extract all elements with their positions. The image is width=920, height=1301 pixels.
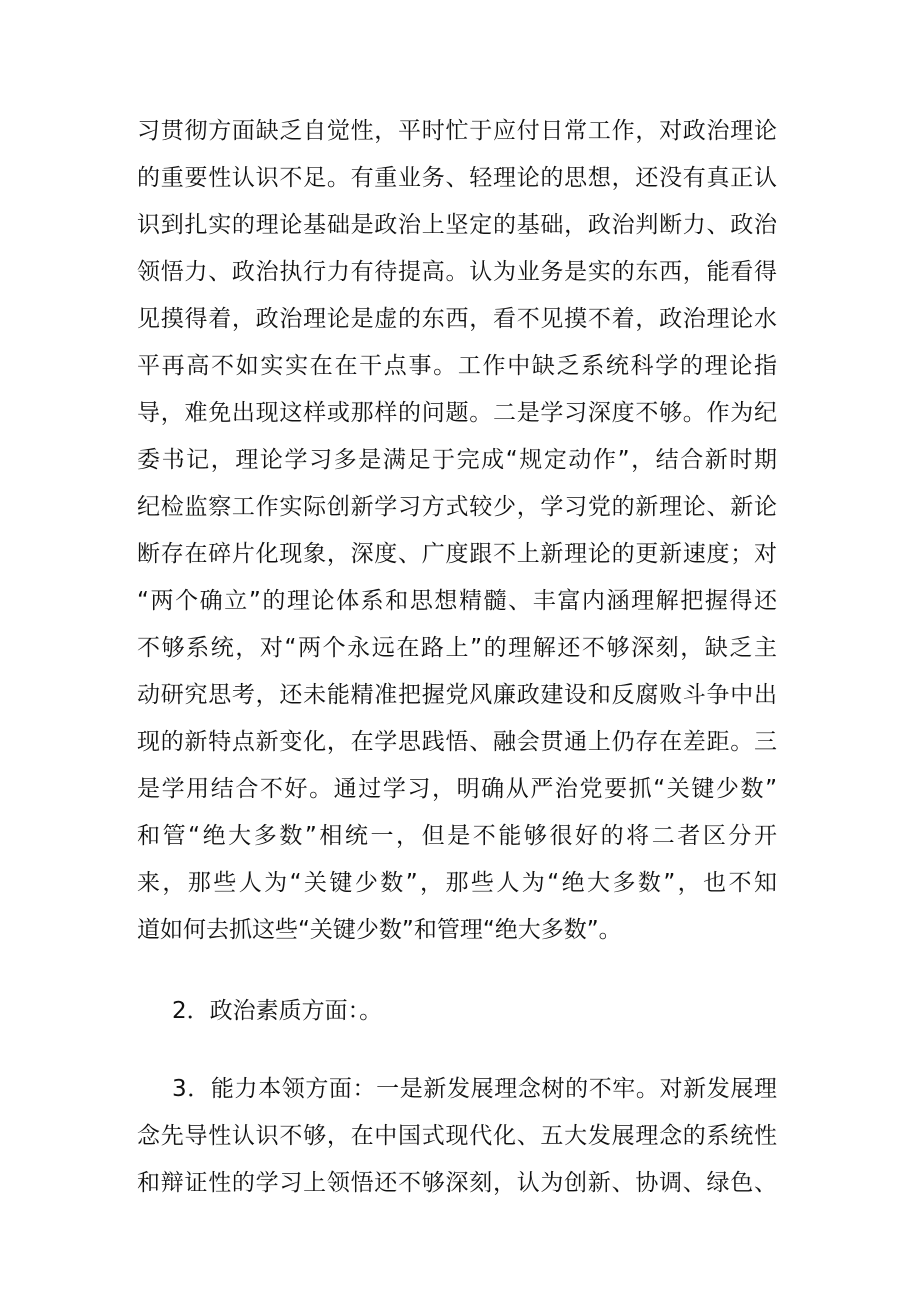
paragraph-3-line-2: 念先导性认识不够，在中国式现代化、五大发展理念的系统性	[137, 1123, 777, 1149]
paragraph-3-line-1: 3．能力本领方面：一是新发展理念树的不牢。对新发展理	[172, 1076, 777, 1102]
paragraph-1-line-6: 平再高不如实实在在干点事。工作中缺乏系统科学的理论指	[137, 353, 777, 379]
paragraph-1-line-11: “两个确立”的理论体系和思想精髓、丰富内涵理解把握得还	[137, 588, 777, 614]
paragraph-1-line-14: 现的新特点新变化，在学思践悟、融会贯通上仍存在差距。三	[137, 729, 777, 755]
paragraph-1-line-15: 是学用结合不好。通过学习，明确从严治党要抓“关键少数”	[137, 776, 777, 802]
paragraph-3-line-3: 和辩证性的学习上领悟还不够深刻，认为创新、协调、绿色、	[137, 1170, 777, 1196]
paragraph-1-line-13: 动研究思考，还未能精准把握党风廉政建设和反腐败斗争中出	[137, 682, 777, 708]
paragraph-1-line-2: 的重要性认识不足。有重业务、轻理论的思想，还没有真正认	[137, 165, 777, 191]
paragraph-1-line-7: 导，难免出现这样或那样的问题。二是学习深度不够。作为纪	[137, 400, 777, 426]
paragraph-1-line-9: 纪检监察工作实际创新学习方式较少，学习党的新理论、新论	[137, 494, 777, 520]
paragraph-1-line-5: 见摸得着，政治理论是虚的东西，看不见摸不着，政治理论水	[137, 306, 777, 332]
paragraph-1-line-3: 识到扎实的理论基础是政治上坚定的基础，政治判断力、政治	[137, 212, 777, 238]
paragraph-1-line-16: 和管“绝大多数”相统一，但是不能够很好的将二者区分开	[137, 823, 777, 849]
paragraph-1-line-1: 习贯彻方面缺乏自觉性，平时忙于应付日常工作，对政治理论	[137, 118, 777, 144]
paragraph-1-line-4: 领悟力、政治执行力有待提高。认为业务是实的东西，能看得	[137, 259, 777, 285]
paragraph-1-line-12: 不够系统，对“两个永远在路上”的理解还不够深刻，缺乏主	[137, 635, 777, 661]
paragraph-1-line-10: 断存在碎片化现象，深度、广度跟不上新理论的更新速度；对	[137, 541, 777, 567]
paragraph-1-line-18: 道如何去抓这些“关键少数”和管理“绝大多数”。	[137, 917, 622, 943]
paragraph-2-line-1: 2．政治素质方面：。	[172, 998, 383, 1024]
paragraph-1-line-8: 委书记，理论学习多是满足于完成“规定动作”，结合新时期	[137, 447, 777, 473]
paragraph-1-line-17: 来，那些人为“关键少数”，那些人为“绝大多数”，也不知	[137, 870, 777, 896]
